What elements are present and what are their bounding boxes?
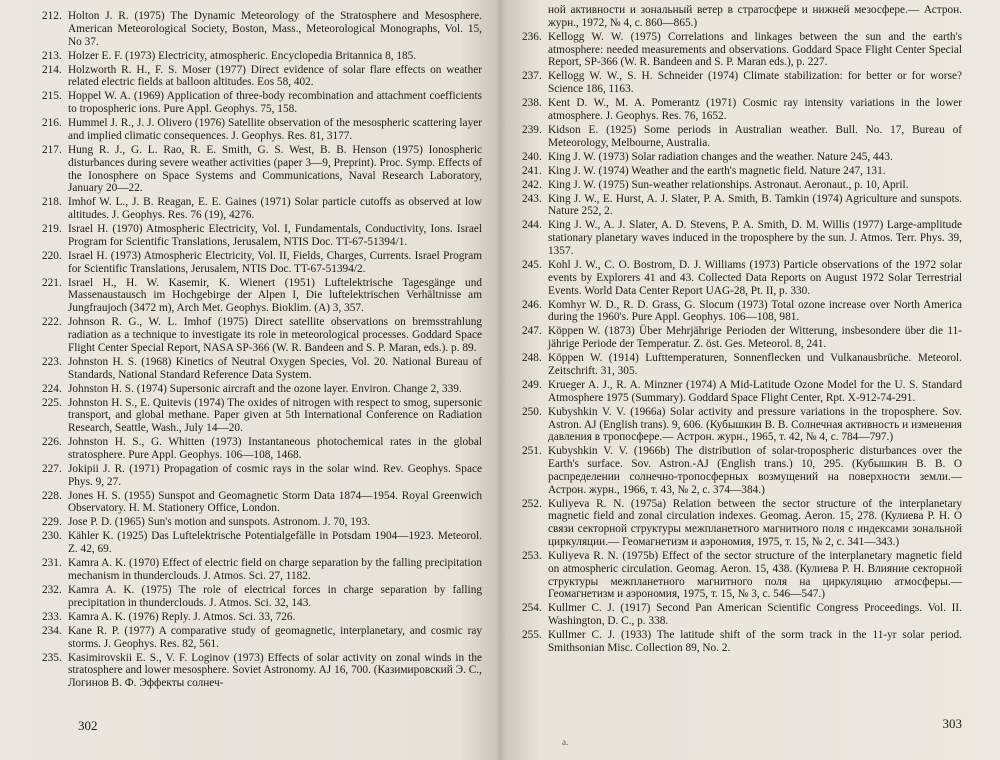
reference-number: 241. [522,164,542,177]
left-page [42,10,482,750]
reference-number: 237. [522,70,542,83]
reference-text: Imhof W. L., J. B. Reagan, E. E. Gaines (1971) Solar particle cutoffs as observed at low altitudes. J. Geophys. Res. 76 (19), 4276. [68,196,482,222]
reference-entry [522,498,962,549]
reference-number: 215. [42,90,62,103]
reference-entry [42,611,482,624]
reference-text: Kellogg W. W., S. H. Schneider (1974) Climate stabilization: for better or for worse? Science 186, 1163. [548,70,962,96]
reference-entry [522,179,962,192]
reference-text: Kellogg W. W. (1975) Correlations and linkages between the sun and the earth's atmosphere: needed measurements and observations. Goddard Space Flight Center Special Report, SP-366 (W. R. Bandeen and S. P. Maran eds.), p. 227. [548,30,962,69]
reference-entry [42,277,482,315]
reference-entry [42,117,482,143]
reference-number: 232. [42,584,62,597]
reference-text: Kasimirovskii E. S., V. F. Loginov (1973) Effects of solar activity on zonal winds in the stratosphere and lower mesosphere. Soviet Astronomy. AJ 16, 700. (Казимировский Э. С., Логинов В. Ф. Эффекты солнеч- [68,651,482,690]
reference-entry [42,383,482,396]
reference-number: 213. [42,49,62,62]
reference-entry [522,259,962,297]
reference-entry [522,219,962,257]
reference-entry [42,90,482,116]
reference-entry [522,299,962,325]
reference-entry [522,151,962,164]
reference-entry [522,97,962,123]
reference-text: Kohl J. W., C. O. Bostrom, D. J. Williams (1973) Particle observations of the 1972 solar events by Explorers 41 and 43. Collected Data Reports on August 1972 Solar Terrestrial Events. World Data Center Report UAG-28, Pt. II, p. 330. [548,259,962,297]
reference-entry [42,516,482,529]
reference-number: 229. [42,516,62,529]
reference-number: 225. [42,396,62,409]
reference-number: 252. [522,497,542,510]
reference-number: 226. [42,436,62,449]
reference-text: Kidson E. (1925) Some periods in Australian weather. Bull. No. 17, Bureau of Meteorology, Melbourne, Australia. [548,123,962,149]
reference-number: 248. [522,352,542,365]
reference-entry [522,124,962,150]
reference-text: King J. W. (1973) Solar radiation changes and the weather. Nature 245, 443. [548,150,893,163]
reference-number: 219. [42,223,62,236]
reference-number: 246. [522,298,542,311]
reference-text: Holton J. R. (1975) The Dynamic Meteorology of the Stratosphere and Mesosphere. American Meteorological Society, Boston, Mass., Meteorological Monographs, Vol. 15, No 37. [68,10,482,48]
reference-number: 239. [522,123,542,136]
reference-entry [522,379,962,405]
reference-entry [42,652,482,690]
reference-number: 216. [42,117,62,130]
reference-number: 247. [522,325,542,338]
reference-text: Kane R. P. (1977) A comparative study of geomagnetic, interplanetary, and cosmic ray storms. J. Geophys. Res. 82, 561. [68,624,482,650]
reference-number: 250. [522,405,542,418]
reference-entry [42,530,482,556]
reference-text: Jones H. S. (1955) Sunspot and Geomagnetic Storm Data 1874—1954. Royal Greenwich Observatory. H. M. Stationery Office, London. [68,489,482,515]
reference-entry [42,436,482,462]
reference-number: 233. [42,610,62,623]
reference-number: 240. [522,150,542,163]
reference-text: King J. W., A. J. Slater, A. D. Stevens, P. A. Smith, D. M. Willis (1977) Large-amplitude stationary planetary waves induced in the troposphere by the sun. J. Atmos. Terr. Phys. 39, 1357. [548,219,962,258]
reference-number: 249. [522,378,542,391]
reference-text: Holzworth R. H., F. S. Moser (1977) Direct evidence of solar flare effects on weather related electric fields at balloon altitudes. Eos 58, 402. [68,63,482,89]
reference-entry [42,463,482,489]
reference-text: King J. W. (1975) Sun-weather relationships. Astronaut. Aeronaut., p. 10, April. [548,178,909,191]
reference-number: 238. [522,97,542,110]
reference-number: 234. [42,624,62,637]
reference-entry [522,629,962,655]
reference-text: Kamra A. K. (1976) Reply. J. Atmos. Sci. 33, 726. [68,610,296,623]
reference-number: 217. [42,143,62,156]
reference-number: 222. [42,316,62,329]
reference-entry [522,445,962,496]
reference-text: Kullmer C. J. (1917) Second Pan American Scientific Congress Proceedings. Vol. II. Washington, D. C., p. 338. [548,602,962,628]
reference-entry [42,250,482,276]
reference-text: Kent D. W., M. A. Pomerantz (1971) Cosmic ray intensity variations in the lower atmosphere. J. Geophys. Res. 76, 1652. [548,97,962,122]
reference-entry [522,602,962,628]
reference-entry [42,490,482,516]
reference-text: Kullmer C. J. (1933) The latitude shift of the sorm track in the 11-yr solar period. Smithsonian Misc. Collection 89, No. 2. [548,629,962,654]
reference-number: 230. [42,530,62,543]
reference-number: 212. [42,10,62,22]
reference-text: Kubyshkin V. V. (1966a) Solar activity and pressure variations in the troposphere. Sov. Astron. AJ (English trans). 9, 606. (Кубышкин В. В. Солнечная активность и изменения давления в тропосфере.— Астрон. журн., 1965, т. 42, № 4, с. 784—797.) [548,405,962,444]
reference-entry [522,165,962,178]
continuation-text: ной активности и зональный ветер в стратосфере и нижней мезосфере.— Астрон. журн., 1972, № 4, с. 860—865.) [548,4,962,29]
reference-number: 254. [522,602,542,615]
reference-text: Johnston H. S., E. Quitevis (1974) The oxides of nitrogen with respect to smog, supersonic transport, and global methane. Paper given at 5th International Conference on Radiation Research, Seattle, Wash., July 14—20. [68,396,482,435]
reference-number: 245. [522,259,542,272]
reference-entry [42,316,482,354]
reference-number: 218. [42,196,62,209]
reference-text: Johnston H. S., G. Whitten (1973) Instantaneous photochemical rates in the global stratosphere. Pure Appl. Geophys. 106—108, 1468. [68,436,482,461]
reference-entry [522,406,962,444]
reference-number: 243. [522,192,542,205]
reference-text: Komhyr W. D., R. D. Grass, G. Slocum (1973) Total ozone increase over North America during the 1960's. Pure Appl. Geophys. 106—108, 981. [548,298,962,324]
reference-number: 227. [42,462,62,475]
reference-entry [42,557,482,583]
reference-number: 231. [42,557,62,570]
reference-text: Johnston H. S. (1974) Supersonic aircraft and the ozone layer. Environ. Change 2, 339. [68,382,462,395]
page-number-right: 303 [942,716,962,731]
reference-text: Jokipii J. R. (1971) Propagation of cosmic rays in the solar wind. Rev. Geophys. Space Phys. 9, 27. [68,462,482,488]
reference-number: 224. [42,382,62,395]
reference-number: 242. [522,178,542,191]
right-page [522,4,962,747]
reference-text: King J. W., E. Hurst, A. J. Slater, P. A. Smith, B. Tamkin (1974) Agriculture and sunspots. Nature 252, 2. [548,192,962,218]
reference-number: 251. [522,445,542,458]
reference-text: Kamra A. K. (1970) Effect of electric field on charge separation by the falling precipitation mechanism in thunderclouds. J. Atmos. Sci. 27, 1182. [68,557,482,583]
reference-entry [522,550,962,601]
reference-text: Johnston H. S. (1968) Kinetics of Neutral Oxygen Species, Vol. 20. National Bureau of Standards, National Standard Reference Data System. [68,355,482,381]
reference-entry [42,64,482,90]
reference-text: Jose P. D. (1965) Sun's motion and sunspots. Astronom. J. 70, 193. [68,516,371,529]
footer-mark: a. [562,737,569,747]
reference-text: Kubyshkin V. V. (1966b) The distribution of solar-tropospheric disturbances over the Earth's surface. Sov. Astron.-AJ (English trans.) 10, 295. (Кубышкин В. В. О распределении солнечно-тропосферных возмущений на поверхности земли.— Астрон. журн., 1966, т. 43, № 2, с. 374—384.) [548,445,962,496]
reference-text: Köppen W. (1914) Lufttemperaturen, Sonnenflecken und Vulkanausbrüche. Meteorol. Zeitschrift. 31, 305. [548,352,962,377]
reference-entry [522,31,962,69]
reference-number: 214. [42,63,62,76]
reference-text: Israel H., H. W. Kasemir, K. Wienert (1951) Luftelektrische Tagesgänge und Massenaustausch im Hochgebirge der Alpen I, Die luftelektrischen Verhältnisse am Jungfraujoch (3472 m), Arch Met. Geophys. Bioklim. (A) 3, 357. [68,276,482,315]
reference-text: Holzer E. F. (1973) Electricity, atmospheric. Encyclopedia Britannica 8, 185. [68,49,417,62]
reference-text: Johnson R. G., W. L. Imhof (1975) Direct satellite observations on bremsstrahlung radiation as a technique to investigate its role in meteorological processes. Goddard Space Flight Center Special Report, NASA SP-366 (W. R. Bandeen and S. P. Maran, eds.). p. 89. [68,316,482,354]
reference-entry [42,356,482,382]
reference-text: Köppen W. (1873) Über Mehrjährige Perioden der Witterung, insbesondere über die 11-jährige Periode der Temperatur. Z. öst. Ges. Meteorol. 8, 241. [548,325,962,351]
reference-entry [42,50,482,63]
reference-text: Israel H. (1973) Atmospheric Electricity, Vol. II, Fields, Charges, Currents. Israel Program for Scientific Translations, Jerusalem, NTIS Doc. TT-67-51394/2. [68,249,482,275]
reference-text: Kamra A. K. (1975) The role of electrical forces in charge separation by falling precipitation in thunderclouds. J. Atmos. Sci. 32, 143. [68,584,482,609]
reference-number: 253. [522,550,542,563]
reference-text: Kähler K. (1925) Das Luftelektrische Potentialgefälle in Potsdam 1904—1923. Meteorol. Z. 42, 69. [68,530,482,556]
reference-number: 244. [522,219,542,232]
reference-number: 255. [522,629,542,642]
reference-entry [42,625,482,651]
reference-entry [42,584,482,610]
reference-list-right [522,31,962,655]
reference-entry [42,397,482,435]
page-number-left: 302 [78,718,98,733]
reference-entry [522,325,962,351]
reference-text: King J. W. (1974) Weather and the earth's magnetic field. Nature 247, 131. [548,164,886,177]
reference-number: 221. [42,276,62,289]
reference-text: Krueger A. J., R. A. Minzner (1974) A Mid-Latitude Ozone Model for the U. S. Standard Atmosphere 1975 (Summary). Goddard Space Flight Center, Rpt. X-912-74-291. [548,378,962,404]
reference-text: Hoppel W. A. (1969) Application of three-body recombination and attachment coefficients to tropospheric ions. Pure Appl. Geophys. 75, 158. [68,90,482,116]
reference-entry [42,196,482,222]
reference-number: 223. [42,355,62,368]
reference-entry [522,352,962,378]
reference-list-left [42,10,482,690]
reference-entry [42,144,482,195]
reference-text: Kuliyeva R. N. (1975a) Relation between the sector structure of the interplanetary magnetic field and zonal circulation indexes. Geomag. Aeron. 15, 278. (Кулиева Р. Н. О связи секторной структуры межпланетного магнитного поля с индексами зональной циркуляции.— Геомагнетизм и аэрономия, 1975, т. 15, № 2, с. 341—343.) [548,497,962,549]
reference-entry [42,223,482,249]
reference-text: Kuliyeva R. N. (1975b) Effect of the sector structure of the interplanetary magnetic field on atmospheric circulation. Geomag. Aeron. 15, 438. (Кулиева Р. Н. Влияние секторной структуры межпланетного магнитного поля на циркуляцию атмосферы.— Геомагнетизм и аэрономия, 1975, т. 15, № 3, с. 546—547.) [548,550,962,601]
reference-text: Israel H. (1970) Atmospheric Electricity, Vol. I, Fundamentals, Conductivity, Ions. Israel Program for Scientific Translations, Jerusalem, NTIS Doc. TT-67-51394/1. [68,223,482,248]
reference-entry [522,70,962,96]
reference-number: 220. [42,249,62,262]
reference-text: Hung R. J., G. L. Rao, R. E. Smith, G. S. West, B. B. Henson (1975) Ionospheric disturbances during severe weather activities (paper 3—9, Preprint). Proc. Symp. Effects of the Ionosphere on Space Systems and Communications, Naval Research Laboratory, January 20—22. [68,143,482,195]
reference-entry [522,193,962,219]
reference-number: 235. [42,651,62,664]
reference-number: 236. [522,30,542,43]
reference-text: Hummel J. R., J. J. Olivero (1976) Satellite observation of the mesospheric scattering layer and implied climatic consequences. J. Geophys. Res. 81, 3177. [68,117,482,142]
reference-number: 228. [42,489,62,502]
reference-entry [42,10,482,48]
